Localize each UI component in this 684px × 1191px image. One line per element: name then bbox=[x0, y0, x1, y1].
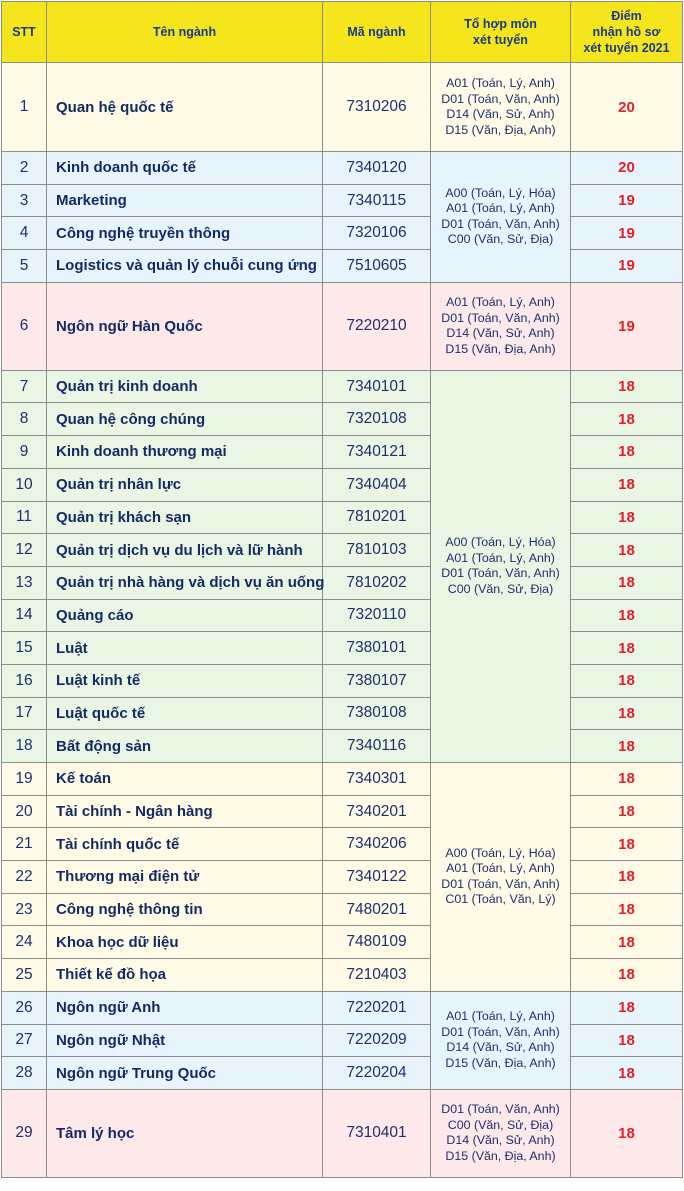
row-code: 7480109 bbox=[323, 926, 431, 959]
row-stt: 27 bbox=[2, 1024, 47, 1057]
header-row bbox=[2, 2, 683, 63]
row-code: 7220209 bbox=[323, 1024, 431, 1057]
row-code: 7810103 bbox=[323, 534, 431, 567]
row-score: 18 bbox=[571, 632, 683, 665]
combo-cell bbox=[431, 1089, 571, 1177]
combo-cell bbox=[431, 63, 571, 152]
combo-line: D15 (Văn, Địa, Anh) bbox=[445, 341, 556, 356]
combo-cell bbox=[431, 282, 571, 370]
row-code: 7810202 bbox=[323, 566, 431, 599]
row-name: Công nghệ thông tin bbox=[47, 893, 323, 926]
table-row bbox=[2, 217, 683, 250]
row-stt: 9 bbox=[2, 436, 47, 469]
row-score: 18 bbox=[571, 861, 683, 894]
combo-line: C00 (Văn, Sử, Địa) bbox=[447, 232, 554, 247]
row-score: 18 bbox=[571, 763, 683, 796]
row-code: 7340116 bbox=[323, 730, 431, 763]
combo-line: C01 (Toán, Văn, Lý) bbox=[445, 892, 556, 907]
row-stt: 21 bbox=[2, 828, 47, 861]
row-stt: 29 bbox=[2, 1089, 47, 1177]
combo-line: D01 (Toán, Văn, Anh) bbox=[441, 216, 560, 231]
table-row bbox=[2, 63, 683, 152]
combo-line: D14 (Văn, Sử, Anh) bbox=[446, 1133, 555, 1148]
row-name: Ngôn ngữ Hàn Quốc bbox=[47, 282, 323, 370]
combo-line: D14 (Văn, Sử, Anh) bbox=[446, 326, 555, 341]
row-code: 7810201 bbox=[323, 501, 431, 534]
row-code: 7340120 bbox=[323, 152, 431, 185]
row-stt: 24 bbox=[2, 926, 47, 959]
row-name: Quản trị khách sạn bbox=[47, 501, 323, 534]
row-stt: 26 bbox=[2, 991, 47, 1024]
row-score: 20 bbox=[571, 152, 683, 185]
row-score: 18 bbox=[571, 1057, 683, 1090]
table-row bbox=[2, 370, 683, 403]
table-row bbox=[2, 184, 683, 217]
table-row bbox=[2, 1024, 683, 1057]
row-code: 7340206 bbox=[323, 828, 431, 861]
combo-cell bbox=[431, 370, 571, 762]
row-code: 7310206 bbox=[323, 63, 431, 152]
row-code: 7380107 bbox=[323, 664, 431, 697]
header-combo bbox=[431, 2, 571, 63]
table-row bbox=[2, 632, 683, 665]
combo-cell bbox=[431, 991, 571, 1089]
row-score: 18 bbox=[571, 991, 683, 1024]
table-row bbox=[2, 152, 683, 185]
row-name: Quan hệ công chúng bbox=[47, 403, 323, 436]
row-stt: 1 bbox=[2, 63, 47, 152]
table-row bbox=[2, 468, 683, 501]
row-score: 18 bbox=[571, 730, 683, 763]
row-code: 7380108 bbox=[323, 697, 431, 730]
table-row bbox=[2, 566, 683, 599]
row-code: 7510605 bbox=[323, 250, 431, 283]
header-combo-line: xét tuyển bbox=[473, 33, 528, 47]
combo-line: C00 (Văn, Sử, Địa) bbox=[447, 1117, 554, 1132]
combo-line: A00 (Toán, Lý, Hóa) bbox=[445, 185, 556, 200]
header-code: Mã ngành bbox=[323, 2, 431, 63]
row-name: Ngôn ngữ Nhật bbox=[47, 1024, 323, 1057]
table-row bbox=[2, 1089, 683, 1177]
row-stt: 5 bbox=[2, 250, 47, 283]
row-name: Quản trị kinh doanh bbox=[47, 370, 323, 403]
row-stt: 4 bbox=[2, 217, 47, 250]
combo-line: A01 (Toán, Lý, Anh) bbox=[446, 295, 555, 310]
header-score bbox=[571, 2, 683, 63]
row-name: Tài chính quốc tế bbox=[47, 828, 323, 861]
row-name: Tài chính - Ngân hàng bbox=[47, 795, 323, 828]
combo-line: D01 (Toán, Văn, Anh) bbox=[441, 91, 560, 106]
header-name: Tên ngành bbox=[47, 2, 323, 63]
row-code: 7340101 bbox=[323, 370, 431, 403]
combo-line: D01 (Toán, Văn, Anh) bbox=[441, 876, 560, 891]
table-row bbox=[2, 991, 683, 1024]
row-stt: 15 bbox=[2, 632, 47, 665]
row-name: Quảng cáo bbox=[47, 599, 323, 632]
row-code: 7340404 bbox=[323, 468, 431, 501]
table-row bbox=[2, 250, 683, 283]
row-name: Ngôn ngữ Anh bbox=[47, 991, 323, 1024]
row-stt: 8 bbox=[2, 403, 47, 436]
combo-line: D15 (Văn, Địa, Anh) bbox=[445, 122, 556, 137]
table-row bbox=[2, 599, 683, 632]
row-score: 18 bbox=[571, 566, 683, 599]
table-row bbox=[2, 893, 683, 926]
header-combo-line: Tổ hợp môn bbox=[464, 17, 537, 31]
table-row bbox=[2, 697, 683, 730]
row-name: Thiết kế đồ họa bbox=[47, 959, 323, 992]
table-row bbox=[2, 534, 683, 567]
row-score: 19 bbox=[571, 217, 683, 250]
table-row bbox=[2, 501, 683, 534]
row-code: 7210403 bbox=[323, 959, 431, 992]
row-score: 18 bbox=[571, 599, 683, 632]
header-stt: STT bbox=[2, 2, 47, 63]
row-stt: 3 bbox=[2, 184, 47, 217]
combo-line: D14 (Văn, Sử, Anh) bbox=[446, 107, 555, 121]
combo-line: A01 (Toán, Lý, Anh) bbox=[446, 550, 555, 565]
header-score-line: xét tuyển 2021 bbox=[583, 41, 670, 55]
row-score: 20 bbox=[571, 63, 683, 152]
row-code: 7340115 bbox=[323, 184, 431, 217]
combo-cell bbox=[431, 763, 571, 992]
row-name: Bất động sản bbox=[47, 730, 323, 763]
table-row bbox=[2, 1057, 683, 1090]
header-score-line: nhận hồ sơ bbox=[592, 25, 661, 39]
combo-line: A01 (Toán, Lý, Anh) bbox=[446, 76, 555, 90]
row-score: 19 bbox=[571, 250, 683, 283]
row-score: 18 bbox=[571, 370, 683, 403]
row-stt: 19 bbox=[2, 763, 47, 796]
table-row bbox=[2, 403, 683, 436]
row-score: 19 bbox=[571, 282, 683, 370]
row-name: Quản trị dịch vụ du lịch và lữ hành bbox=[47, 534, 323, 567]
row-stt: 18 bbox=[2, 730, 47, 763]
combo-line: D01 (Toán, Văn, Anh) bbox=[441, 310, 560, 325]
row-stt: 28 bbox=[2, 1057, 47, 1090]
combo-line: A00 (Toán, Lý, Hóa) bbox=[445, 845, 556, 860]
row-stt: 14 bbox=[2, 599, 47, 632]
row-code: 7340201 bbox=[323, 795, 431, 828]
row-score: 19 bbox=[571, 184, 683, 217]
row-score: 18 bbox=[571, 828, 683, 861]
row-stt: 16 bbox=[2, 664, 47, 697]
admission-table bbox=[1, 1, 683, 1178]
row-code: 7480201 bbox=[323, 893, 431, 926]
table-row bbox=[2, 730, 683, 763]
row-name: Quan hệ quốc tế bbox=[47, 63, 323, 152]
table-row bbox=[2, 282, 683, 370]
combo-line: D01 (Toán, Văn, Anh) bbox=[441, 1024, 560, 1039]
row-stt: 20 bbox=[2, 795, 47, 828]
combo-line: D14 (Văn, Sử, Anh) bbox=[446, 1040, 555, 1055]
row-score: 18 bbox=[571, 959, 683, 992]
combo-line: A00 (Toán, Lý, Hóa) bbox=[445, 535, 556, 550]
row-name: Luật bbox=[47, 632, 323, 665]
combo-line: D01 (Toán, Văn, Anh) bbox=[441, 566, 560, 581]
row-code: 7320106 bbox=[323, 217, 431, 250]
row-score: 18 bbox=[571, 468, 683, 501]
row-name: Ngôn ngữ Trung Quốc bbox=[47, 1057, 323, 1090]
row-code: 7340122 bbox=[323, 861, 431, 894]
row-score: 18 bbox=[571, 697, 683, 730]
row-stt: 25 bbox=[2, 959, 47, 992]
combo-line: C00 (Văn, Sử, Địa) bbox=[447, 581, 554, 596]
row-name: Công nghệ truyền thông bbox=[47, 217, 323, 250]
row-name: Luật quốc tế bbox=[47, 697, 323, 730]
row-name: Marketing bbox=[47, 184, 323, 217]
table-row bbox=[2, 861, 683, 894]
row-name: Quản trị nhân lực bbox=[47, 468, 323, 501]
table-row bbox=[2, 926, 683, 959]
row-score: 18 bbox=[571, 893, 683, 926]
combo-line: A01 (Toán, Lý, Anh) bbox=[446, 861, 555, 876]
row-score: 18 bbox=[571, 926, 683, 959]
row-code: 7220210 bbox=[323, 282, 431, 370]
combo-cell bbox=[431, 152, 571, 283]
row-score: 18 bbox=[571, 436, 683, 469]
combo-line: D01 (Toán, Văn, Anh) bbox=[441, 1102, 560, 1117]
table-row bbox=[2, 436, 683, 469]
row-name: Kinh doanh thương mại bbox=[47, 436, 323, 469]
row-score: 18 bbox=[571, 1089, 683, 1177]
combo-line: D15 (Văn, Địa, Anh) bbox=[445, 1148, 556, 1163]
table-row bbox=[2, 828, 683, 861]
row-stt: 6 bbox=[2, 282, 47, 370]
row-stt: 23 bbox=[2, 893, 47, 926]
row-score: 18 bbox=[571, 664, 683, 697]
row-stt: 11 bbox=[2, 501, 47, 534]
row-code: 7340301 bbox=[323, 763, 431, 796]
row-score: 18 bbox=[571, 795, 683, 828]
row-code: 7380101 bbox=[323, 632, 431, 665]
row-score: 18 bbox=[571, 1024, 683, 1057]
row-name: Luật kinh tế bbox=[47, 664, 323, 697]
row-code: 7310401 bbox=[323, 1089, 431, 1177]
table-row bbox=[2, 795, 683, 828]
row-name: Quản trị nhà hàng và dịch vụ ăn uống bbox=[47, 566, 323, 599]
row-stt: 13 bbox=[2, 566, 47, 599]
row-stt: 22 bbox=[2, 861, 47, 894]
combo-line: A01 (Toán, Lý, Anh) bbox=[446, 201, 555, 216]
header-score-line: Điểm bbox=[611, 9, 642, 23]
row-code: 7220204 bbox=[323, 1057, 431, 1090]
row-stt: 10 bbox=[2, 468, 47, 501]
row-stt: 12 bbox=[2, 534, 47, 567]
row-stt: 17 bbox=[2, 697, 47, 730]
row-score: 18 bbox=[571, 403, 683, 436]
combo-line: A01 (Toán, Lý, Anh) bbox=[446, 1009, 555, 1024]
row-stt: 7 bbox=[2, 370, 47, 403]
row-code: 7320108 bbox=[323, 403, 431, 436]
table-row bbox=[2, 664, 683, 697]
table-row bbox=[2, 959, 683, 992]
combo-line: D15 (Văn, Địa, Anh) bbox=[445, 1055, 556, 1070]
row-name: Kinh doanh quốc tế bbox=[47, 152, 323, 185]
row-name: Kế toán bbox=[47, 763, 323, 796]
row-name: Khoa học dữ liệu bbox=[47, 926, 323, 959]
row-stt: 2 bbox=[2, 152, 47, 185]
row-code: 7220201 bbox=[323, 991, 431, 1024]
row-score: 18 bbox=[571, 534, 683, 567]
row-name: Logistics và quản lý chuỗi cung ứng bbox=[47, 250, 323, 283]
row-score: 18 bbox=[571, 501, 683, 534]
row-code: 7320110 bbox=[323, 599, 431, 632]
table-row bbox=[2, 763, 683, 796]
row-name: Thương mại điện tử bbox=[47, 861, 323, 894]
row-name: Tâm lý học bbox=[47, 1089, 323, 1177]
row-code: 7340121 bbox=[323, 436, 431, 469]
